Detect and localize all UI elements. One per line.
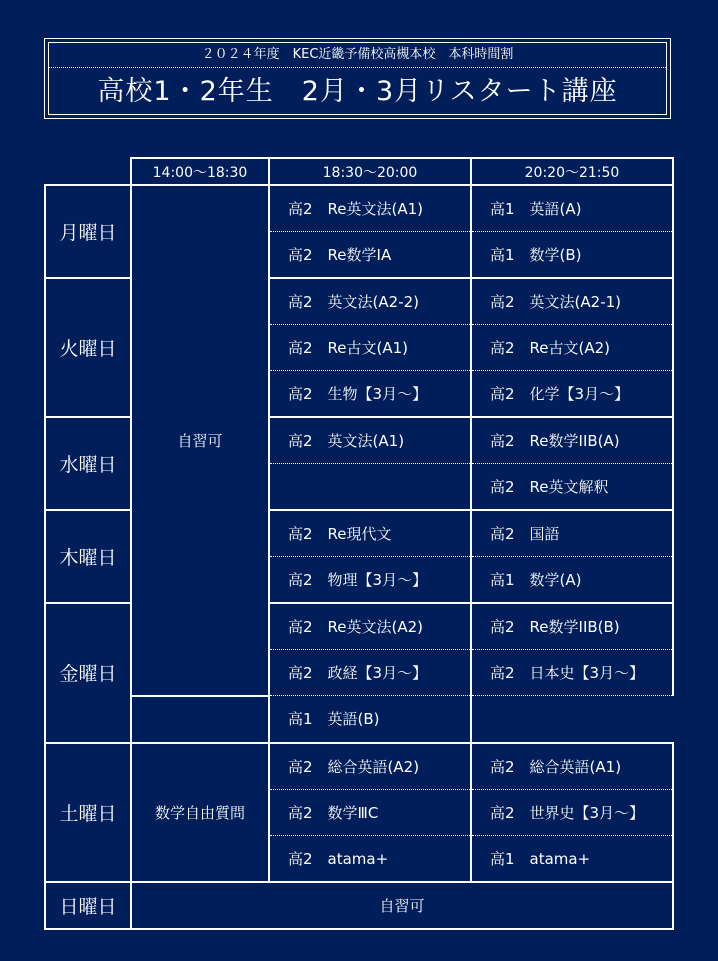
header-corner xyxy=(45,158,131,185)
class-slot: 高2 Re数学IIB(B) xyxy=(471,603,673,650)
class-slot: 高2 国語 xyxy=(471,510,673,557)
header-title: 高校1・2年生 2月・3月リスタート講座 xyxy=(97,76,618,107)
class-slot: 高2 英文法(A1) xyxy=(269,417,471,464)
day-label-tuesday: 火曜日 xyxy=(45,278,131,417)
column-header: 18:30～20:00 xyxy=(269,158,471,185)
header-box xyxy=(44,38,671,119)
class-slot: 高2 生物【3月～】 xyxy=(269,371,471,418)
class-slot: 高2 Re英文解釈 xyxy=(471,464,673,511)
class-slot: 高2 物理【3月～】 xyxy=(269,557,471,604)
table-row xyxy=(45,743,673,790)
header-subtitle: ２０２４年度 KEC近畿予備校高槻本校 本科時間割 xyxy=(49,43,666,68)
table-row xyxy=(45,185,673,232)
table-row xyxy=(45,696,673,743)
class-slot xyxy=(131,696,269,743)
class-slot: 高2 atama+ xyxy=(269,835,471,882)
class-slot: 高2 世界史【3月～】 xyxy=(471,789,673,835)
class-slot: 高2 政経【3月～】 xyxy=(269,650,471,696)
day-label-monday: 月曜日 xyxy=(45,185,131,278)
day-label-sunday: 日曜日 xyxy=(45,882,131,929)
class-slot: 高2 Re古文(A1) xyxy=(269,325,471,371)
class-slot: 高1 atama+ xyxy=(471,835,673,882)
class-slot: 高2 総合英語(A2) xyxy=(269,743,471,790)
table-row xyxy=(45,882,673,929)
timetable-header-row xyxy=(45,158,673,185)
column-header: 20:20～21:50 xyxy=(471,158,673,185)
class-slot: 高1 数学(B) xyxy=(471,232,673,279)
class-slot: 高2 化学【3月～】 xyxy=(471,371,673,418)
class-slot: 高2 英文法(A2-2) xyxy=(269,278,471,325)
class-slot: 高2 日本史【3月～】 xyxy=(471,650,673,696)
timetable xyxy=(44,157,674,930)
header-inner xyxy=(48,42,667,115)
column-header: 14:00～18:30 xyxy=(131,158,269,185)
day-label-friday: 金曜日 xyxy=(45,603,131,743)
class-slot: 高2 Re数学IA xyxy=(269,232,471,279)
sunday-study-hall: 自習可 xyxy=(131,882,673,929)
class-slot xyxy=(269,464,471,511)
saturday-math-questions: 数学自由質問 xyxy=(131,743,269,882)
day-label-thursday: 木曜日 xyxy=(45,510,131,603)
class-slot: 高2 Re古文(A2) xyxy=(471,325,673,371)
class-slot: 高2 数学ⅢC xyxy=(269,789,471,835)
class-slot: 高2 英文法(A2-1) xyxy=(471,278,673,325)
class-slot: 高2 Re数学IIB(A) xyxy=(471,417,673,464)
class-slot: 高2 Re英文法(A1) xyxy=(269,185,471,232)
class-slot: 高1 英語(B) xyxy=(269,696,471,743)
class-slot: 高1 数学(A) xyxy=(471,557,673,604)
class-slot: 高2 総合英語(A1) xyxy=(471,743,673,790)
day-label-wednesday: 水曜日 xyxy=(45,417,131,510)
class-slot: 高2 Re英文法(A2) xyxy=(269,603,471,650)
class-slot: 高1 英語(A) xyxy=(471,185,673,232)
class-slot: 高2 Re現代文 xyxy=(269,510,471,557)
day-label-saturday: 土曜日 xyxy=(45,743,131,882)
weekday-study-hall: 自習可 xyxy=(131,185,269,696)
